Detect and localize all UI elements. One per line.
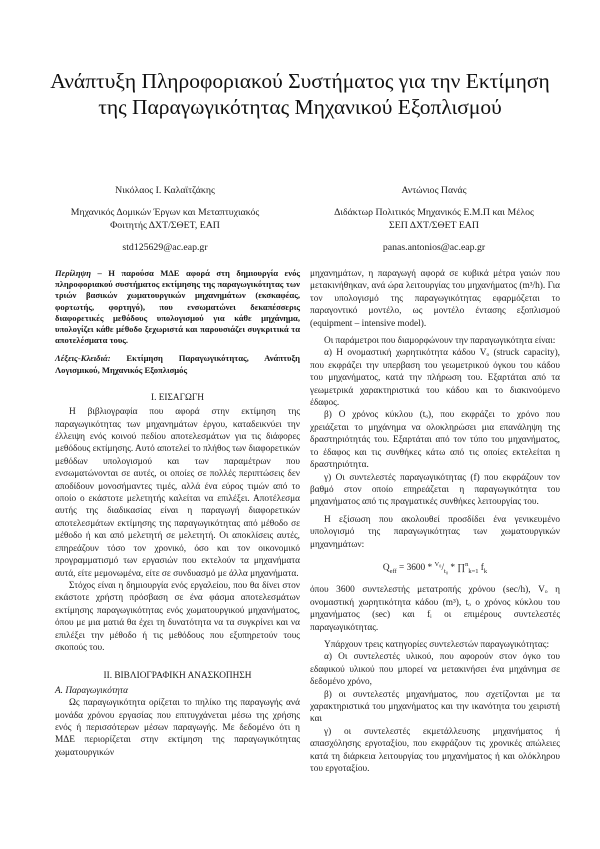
equation-lhs: Q bbox=[382, 563, 390, 574]
paragraph: γ) οι συντελεστές εκμετάλλευσης μηχανήματος ή απασχόλησης εργοταξίου, που εκφράζουν τις χρονικές απώλειες κατά τη διάρκεια λειτουργίας του μηχανήματος ή και ολόκληρου του εργοταξίου. bbox=[310, 726, 560, 774]
abstract-text: – Η παρούσα ΜΔΕ αφορά στη δημιουργία ενός πληροφοριακού συστήματος εκτίμησης της παραγωγικότητας των τριών βασικών χωματουργικών μηχανημάτων (εκσκαφέας, φορτωτής, φορτηγό), που ενσωματώνει δεκαπέσσερις διαφορετικές μεθόδους υπολογισμού για κάθε μηχάνημα, υπολογίζει κάθε μέθοδο ξεχωριστά και παρουσιάζει συγκριτικά τα αποτελέσματα τους. bbox=[55, 268, 300, 346]
keywords-text: Εκτίμηση Παραγωγικότητας, Ανάπτυξη Λογισμικού, Μηχανικός Εξοπλισμός bbox=[55, 353, 300, 375]
subsection-heading: A. Παραγωγικότητα bbox=[55, 685, 128, 696]
paper-title: Ανάπτυξη Πληροφοριακού Συστήματος για την Εκτίμηση της Παραγωγικότητας Μηχανικού Εξοπλισμού bbox=[50, 69, 550, 119]
author-name: Αντώνιος Πανάς bbox=[401, 185, 467, 196]
author-block-1 bbox=[40, 184, 290, 254]
equation: $Q_{eff} = 3600 * ^{V_0}/_{t_0}$ * ∏$^n_{k=1}$ $f_k$ bbox=[382, 560, 488, 575]
equation-tail: f bbox=[478, 563, 484, 574]
paragraph: Στόχος είναι η δημιουργία ενός εργαλείου, που θα δίνει στον εκάστοτε χρήστη πρόσβαση σε ένα φάσμα αποτελεσμάτων εκτίμησης παραγωγικότητας ενός χωματουργικού μηχανήματος, όπου με μια ματιά θα έχει τη δυνατότητα να τα συγκρίνει και να επιλέξει την μέθοδο ή τις μεθόδους που εξυπηρετούν τους σκοπούς του. bbox=[55, 580, 300, 653]
paragraph: α) Οι συντελεστές υλικού, που αφορούν στον όγκο του εδαφικού υλικού που μπορεί να μετακινήσει ένα μηχάνημα σε δεδομένο χρόνο, bbox=[310, 652, 560, 688]
paragraph: Οι παράμετροι που διαμορφώνουν την παραγωγικότητα είναι: bbox=[324, 336, 556, 347]
section-heading: I. ΕΙΣΑΓΩΓΗ bbox=[150, 392, 205, 403]
equation-product: * ∏ bbox=[448, 563, 466, 574]
author-email: std125629@ac.eap.gr bbox=[122, 242, 208, 253]
section-heading: II. ΒΙΒΛΙΟΓΡΑΦΙΚΗ ΑΝΑΣΚΟΠΗΣΗ bbox=[103, 671, 252, 682]
paragraph: Η εξίσωση που ακολουθεί προσδίδει ένα γενικευμένο υπολογισμό της παραγωγικότητας των χωματουργικών μηχανημάτων: bbox=[310, 514, 560, 550]
paragraph: γ) Οι συντελεστές παραγωγικότητας (f) που εκφράζουν τον βαθμό στον οποίο επηρεάζεται η παραγωγικότητα του μηχανήματος από τις πραγματικές συνθήκες λειτουργίας του. bbox=[310, 472, 560, 508]
right-column bbox=[310, 268, 560, 775]
equation-fraction-numerator: V₀ bbox=[434, 560, 442, 568]
paragraph: μηχανημάτων, η παραγωγή αφορά σε κυβικά μέτρα γαιών που μετακινήθηκαν, ανά ώρα λειτουργίας του μηχανήματος (m³/h). Για τον υπολογισμό της παραγωγικότητας εφαρμόζεται το παραγοντικό μοντέλο, ως μοντέλο έντασης εξοπλισμού (equipment – intensive model). bbox=[310, 269, 560, 329]
paragraph: Ως παραγωγικότητα ορίζεται το πηλίκο της παραγωγής ανά μονάδα χρόνου εργασίας που επιτυγχάνεται μέσω της χρήσης ενός ή περισσότερων μέσων παραγωγής. Με δεδομένο ότι η ΜΔΕ περιορίζεται στην εκτίμηση της παραγωγικότητας χωματουργικών bbox=[55, 698, 300, 758]
paragraph: όπου 3600 συντελεστής μετατροπής χρόνου (sec/h), Vₒ η ονομαστική χωρητικότητα κάδου (m³), tₒ ο χρόνος κύκλου του μηχανήματος (sec) και fᵢ οι επιμέρους συντελεστές παραγωγικότητας. bbox=[310, 585, 560, 633]
author-name: Νικόλαος Ι. Καλαϊτζάκης bbox=[115, 185, 215, 196]
paragraph: β) Ο χρόνος κύκλου (tₒ), που εκφράζει το χρόνο που χρειάζεται το μηχάνημα να ολοκληρώσει μια επανάληψη της δραστηριότητάς του. Εξαρτάται από τον τύπο του μηχανήματος, το έδαφος και τις συνθήκες κάτω από τις οποίες εκτελείται η δραστηριότητα. bbox=[310, 410, 560, 471]
paragraph: Υπάρχουν τρεις κατηγορίες συντελεστών παραγωγικότητας: bbox=[324, 639, 550, 650]
author-affiliation: Μηχανικός Δομικών Έργων και Μεταπτυχιακός bbox=[70, 207, 260, 218]
equation-product-superscript: n bbox=[465, 560, 469, 568]
author-email: panas.antonios@ac.eap.gr bbox=[382, 242, 486, 253]
equation-tail-subscript: k bbox=[483, 567, 488, 575]
left-column bbox=[55, 268, 300, 759]
keywords bbox=[55, 353, 300, 375]
author-block-2 bbox=[300, 184, 568, 254]
equation-lhs-subscript: eff bbox=[389, 567, 397, 575]
equation-product-subscript: k=1 bbox=[468, 567, 479, 575]
author-affiliation: ΣΕΠ ΔΧΤ/ΣΘΕΤ ΕΑΠ bbox=[389, 220, 479, 231]
abstract-label: Περίληψη bbox=[55, 268, 92, 278]
author-affiliation: Διδάκτωρ Πολιτικός Μηχανικός Ε.Μ.Π και Μέλος bbox=[334, 207, 534, 218]
paragraph: α) Η ονομαστική χωρητικότητα κάδου Vₒ (struck capacity), που εκφράζει την υπερβαση του γεωμετρικού όγκου του κάδου του μηχανήματος, κατά την πλήρωση του. Εξαρτάται από τα γεωμετρικά χαρακτηριστικά του κάδου και το διακινούμενο έδαφος. bbox=[310, 348, 560, 409]
author-affiliation: Φοιτητής ΔΧΤ/ΣΘΕΤ, ΕΑΠ bbox=[110, 220, 220, 231]
equation-fraction-denominator: t₀ bbox=[444, 567, 449, 575]
paragraph: Η βιβλιογραφία που αφορά στην εκτίμηση της παραγωγικότητας των μηχανημάτων έργου, καταδεικνύει την έλλειψη ενός κοινού πεδίου αποτελεσμάτων για τις διάφορες μεθόδους εκτίμησης. Αυτό αποτελεί το πλήθος των διαφορετικών μεθόδων υπολογισμού και των παραμέτρων που ενσωματώνονται σε αυτές, οι οποίες σε πολλές περιπτώσεις δεν αποδίδουν μονοσήμαντες τιμές, αλλά ένα εύρος τιμών από το οποίο ο εκάστοτε μελετητής καλείται να επιλέξει. Αποτέλεσμα αυτής της διαδικασίας είναι η παραγωγή διαφορετικών αποτελεσμάτων εκτίμησης της παραγωγικότητας από μέθοδο σε μέθοδο ή και από μελετητή σε μελετητή. Οι αποκλίσεις αυτές, επηρεάζουν τόσο τον χρονικό, όσο και τον οικονομικό προγραμματισμό των εργασιών που εκτελούν τα μηχανήματα αυτά, είτε μεμονωμένα, είτε σε συνδυασμό με άλλα μηχανήματα. bbox=[55, 407, 300, 579]
abstract bbox=[55, 268, 300, 346]
keywords-label: Λέξεις-Κλειδιά: bbox=[55, 353, 111, 364]
equation-mid: = 3600 * bbox=[396, 563, 435, 574]
paragraph: β) οι συντελεστές μηχανήματος, που σχετίζονται με τα χαρακτηριστικά του μηχανήματος και την ικανότητα του χειριστή και bbox=[310, 689, 560, 725]
